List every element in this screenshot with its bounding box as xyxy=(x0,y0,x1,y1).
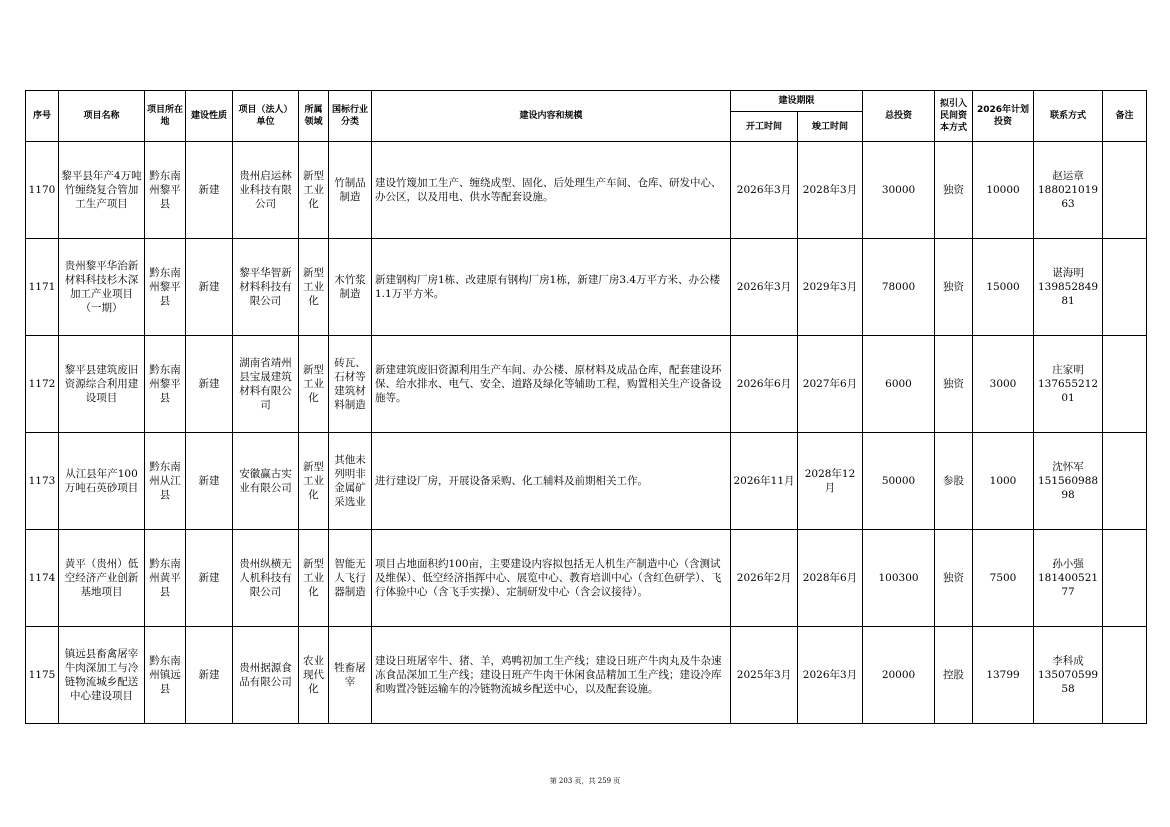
cell-total: 50000 xyxy=(863,433,935,530)
header-start: 开工时间 xyxy=(731,112,798,142)
cell-method: 独资 xyxy=(935,142,973,239)
header-contact: 联系方式 xyxy=(1034,91,1103,142)
header-industry: 国标行业分类 xyxy=(329,91,372,142)
cell-total: 78000 xyxy=(863,239,935,336)
header-method: 拟引入民间资本方式 xyxy=(935,91,973,142)
cell-start: 2026年6月 xyxy=(731,336,798,433)
cell-unit: 黎平华智新材料科技有限公司 xyxy=(233,239,299,336)
cell-unit: 安徽赢古实业有限公司 xyxy=(233,433,299,530)
header-total: 总投资 xyxy=(863,91,935,142)
cell-location: 黔东南州黎平县 xyxy=(145,142,186,239)
header-content: 建设内容和规模 xyxy=(372,91,731,142)
header-nature: 建设性质 xyxy=(186,91,233,142)
cell-remark xyxy=(1103,530,1147,627)
cell-no: 1170 xyxy=(26,142,59,239)
cell-name: 镇远县畜禽屠宰牛肉深加工与冷链物流城乡配送中心建设项目 xyxy=(59,627,145,724)
cell-contact xyxy=(1034,530,1103,627)
contact-phone: 13507059958 xyxy=(1037,669,1099,695)
cell-field: 新型工业化 xyxy=(299,239,329,336)
cell-method: 独资 xyxy=(935,239,973,336)
cell-no: 1173 xyxy=(26,433,59,530)
cell-nature: 新建 xyxy=(186,336,233,433)
contact-phone: 18802101963 xyxy=(1037,184,1099,210)
cell-name: 贵州黎平华治新材料科技杉木深加工产业项目（一期） xyxy=(59,239,145,336)
cell-unit: 湖南省靖州县宝晟建筑材料有限公司 xyxy=(233,336,299,433)
cell-content: 建设竹篾加工生产、缠绕成型、固化、后处理生产车间、仓库、研发中心、办公区，以及用电、供水等配套设施。 xyxy=(372,142,731,239)
cell-field: 新型工业化 xyxy=(299,433,329,530)
header-period: 建设期限 xyxy=(731,91,863,112)
cell-nature: 新建 xyxy=(186,530,233,627)
contact-phone: 13765521201 xyxy=(1037,378,1099,404)
cell-contact xyxy=(1034,433,1103,530)
header-name: 项目名称 xyxy=(59,91,145,142)
cell-total: 20000 xyxy=(863,627,935,724)
cell-remark xyxy=(1103,433,1147,530)
contact-name: 沈怀军 xyxy=(1052,461,1084,473)
cell-content: 建设日班屠宰牛、猪、羊，鸡鸭初加工生产线；建设日班产牛肉丸及牛杂速冻食品深加工生产线；建设日班产牛肉干休闲食品精加工生产线；建设冷库和购置冷链运输车的冷链物流城乡配送中心，以及配套设施。 xyxy=(372,627,731,724)
cell-end: 2028年12月 xyxy=(798,433,863,530)
cell-start: 2026年2月 xyxy=(731,530,798,627)
header-unit: 项目（法人）单位 xyxy=(233,91,299,142)
cell-name: 黄平（贵州）低空经济产业创新基地项目 xyxy=(59,530,145,627)
cell-unit: 贵州启运林业科技有限公司 xyxy=(233,142,299,239)
cell-start: 2026年3月 xyxy=(731,142,798,239)
cell-method: 控股 xyxy=(935,627,973,724)
cell-field: 新型工业化 xyxy=(299,336,329,433)
contact-phone: 18140052177 xyxy=(1037,572,1099,598)
cell-content: 项目占地面积约100亩，主要建设内容拟包括无人机生产制造中心（含测试及维保）、低空经济指挥中心、展览中心、教育培训中心（含红色研学）、飞行体验中心（含飞手实操）、定制研发中心（含会议接待）。 xyxy=(372,530,731,627)
contact-phone: 15156098898 xyxy=(1037,475,1099,501)
cell-industry: 智能无人飞行器制造 xyxy=(329,530,372,627)
cell-industry: 其他未列明非金属矿采选业 xyxy=(329,433,372,530)
cell-plan: 13799 xyxy=(973,627,1034,724)
cell-content: 进行建设厂房，开展设备采购、化工辅料及前期相关工作。 xyxy=(372,433,731,530)
contact-name: 赵运章 xyxy=(1052,170,1084,182)
header-plan: 2026年计划投资 xyxy=(973,91,1034,142)
table-row xyxy=(26,239,1147,336)
cell-name: 黎平县建筑废旧资源综合利用建设项目 xyxy=(59,336,145,433)
cell-plan: 7500 xyxy=(973,530,1034,627)
cell-method: 独资 xyxy=(935,336,973,433)
cell-location: 黔东南州镇远县 xyxy=(145,627,186,724)
cell-unit: 贵州据源食品有限公司 xyxy=(233,627,299,724)
cell-remark xyxy=(1103,239,1147,336)
cell-total: 30000 xyxy=(863,142,935,239)
cell-industry: 砖瓦、石材等建筑材料制造 xyxy=(329,336,372,433)
cell-plan: 15000 xyxy=(973,239,1034,336)
cell-contact xyxy=(1034,142,1103,239)
cell-end: 2028年6月 xyxy=(798,530,863,627)
cell-field: 农业现代化 xyxy=(299,627,329,724)
contact-name: 庄家明 xyxy=(1052,364,1084,376)
contact-name: 孙小强 xyxy=(1052,558,1084,570)
header-field: 所属领域 xyxy=(299,91,329,142)
cell-total: 6000 xyxy=(863,336,935,433)
cell-remark xyxy=(1103,627,1147,724)
cell-industry: 木竹浆制造 xyxy=(329,239,372,336)
cell-location: 黔东南州从江县 xyxy=(145,433,186,530)
contact-name: 谌海明 xyxy=(1052,267,1084,279)
cell-industry: 竹制品制造 xyxy=(329,142,372,239)
cell-no: 1171 xyxy=(26,239,59,336)
cell-contact xyxy=(1034,336,1103,433)
table-row xyxy=(26,627,1147,724)
cell-contact xyxy=(1034,627,1103,724)
contact-name: 李科成 xyxy=(1052,655,1084,667)
cell-end: 2027年6月 xyxy=(798,336,863,433)
project-table xyxy=(25,90,1147,724)
header-location: 项目所在地 xyxy=(145,91,186,142)
cell-nature: 新建 xyxy=(186,433,233,530)
cell-start: 2025年3月 xyxy=(731,627,798,724)
cell-method: 独资 xyxy=(935,530,973,627)
header-no: 序号 xyxy=(26,91,59,142)
table-row xyxy=(26,530,1147,627)
cell-location: 黔东南州黎平县 xyxy=(145,336,186,433)
header-remark: 备注 xyxy=(1103,91,1147,142)
cell-start: 2026年11月 xyxy=(731,433,798,530)
cell-field: 新型工业化 xyxy=(299,142,329,239)
cell-end: 2028年3月 xyxy=(798,142,863,239)
cell-nature: 新建 xyxy=(186,239,233,336)
header-end: 竣工时间 xyxy=(798,112,863,142)
cell-total: 100300 xyxy=(863,530,935,627)
cell-end: 2029年3月 xyxy=(798,239,863,336)
cell-no: 1175 xyxy=(26,627,59,724)
cell-name: 黎平县年产4万吨竹缠绕复合管加工生产项目 xyxy=(59,142,145,239)
cell-no: 1174 xyxy=(26,530,59,627)
cell-contact xyxy=(1034,239,1103,336)
cell-end: 2026年3月 xyxy=(798,627,863,724)
cell-method: 参股 xyxy=(935,433,973,530)
cell-location: 黔东南州黎平县 xyxy=(145,239,186,336)
cell-content: 新建建筑废旧资源利用生产车间、办公楼、原材料及成品仓库，配套建设环保、给水排水、电气、安全、道路及绿化等辅助工程，购置相关生产设备设施等。 xyxy=(372,336,731,433)
cell-no: 1172 xyxy=(26,336,59,433)
cell-name: 从江县年产100万吨石英砂项目 xyxy=(59,433,145,530)
cell-location: 黔东南州黄平县 xyxy=(145,530,186,627)
cell-plan: 3000 xyxy=(973,336,1034,433)
cell-plan: 10000 xyxy=(973,142,1034,239)
cell-nature: 新建 xyxy=(186,627,233,724)
cell-remark xyxy=(1103,142,1147,239)
cell-nature: 新建 xyxy=(186,142,233,239)
table-row xyxy=(26,433,1147,530)
cell-unit: 贵州纵横无人机科技有限公司 xyxy=(233,530,299,627)
page-footer: 第 203 页，共 259 页 xyxy=(549,777,621,785)
cell-plan: 1000 xyxy=(973,433,1034,530)
contact-phone: 13985284981 xyxy=(1037,281,1099,307)
cell-industry: 牲畜屠宰 xyxy=(329,627,372,724)
table-row xyxy=(26,142,1147,239)
cell-content: 新建钢构厂房1栋、改建原有钢构厂房1栋，新建厂房3.4万平方米、办公楼1.1万平方米。 xyxy=(372,239,731,336)
table-row xyxy=(26,336,1147,433)
cell-field: 新型工业化 xyxy=(299,530,329,627)
cell-remark xyxy=(1103,336,1147,433)
cell-start: 2026年3月 xyxy=(731,239,798,336)
